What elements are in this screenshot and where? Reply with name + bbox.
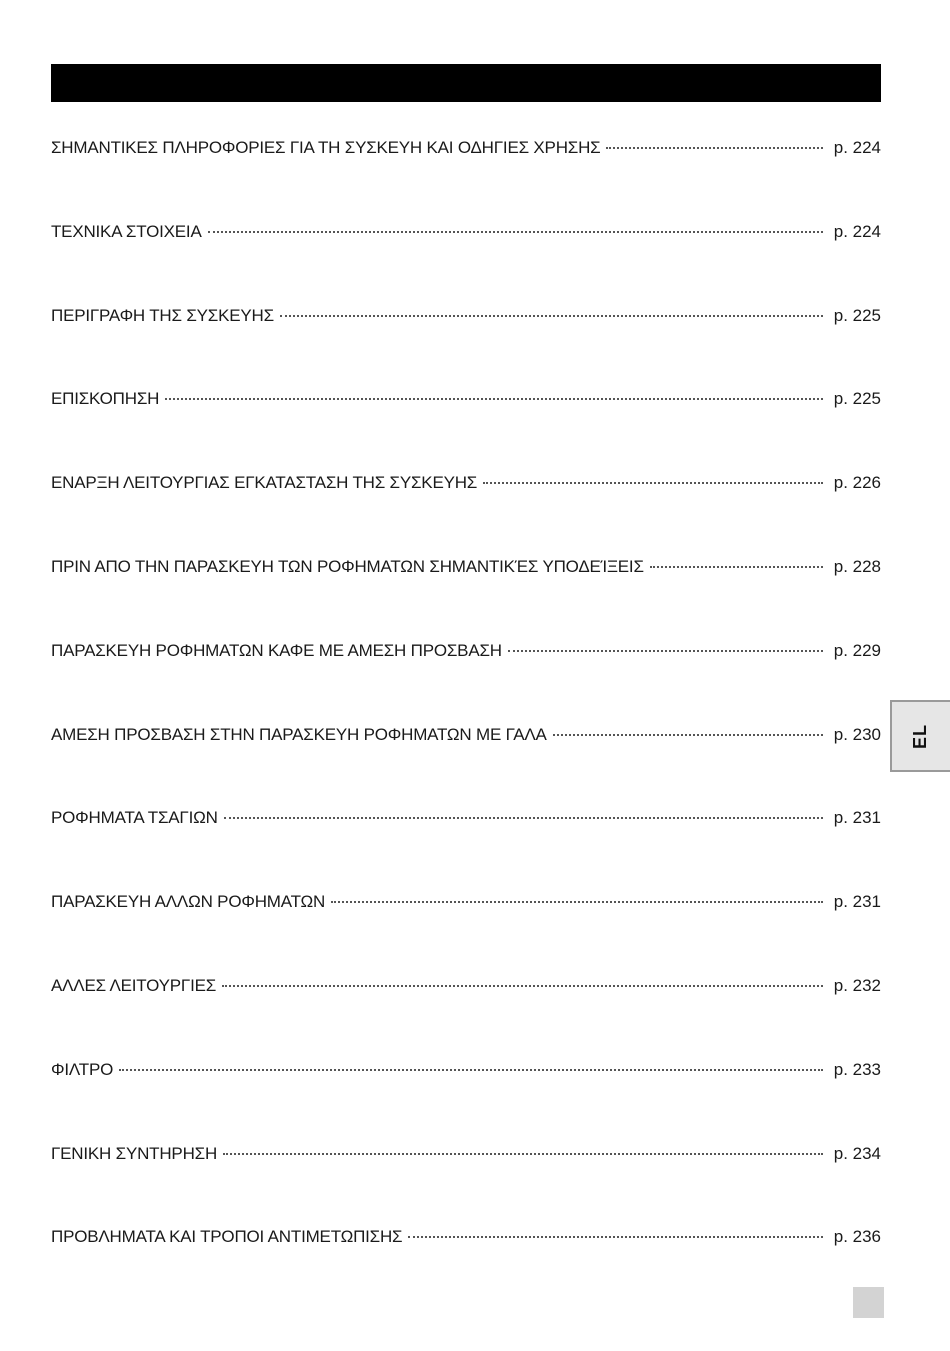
table-of-contents [51,131,881,1304]
language-tab-label: EL [910,723,931,749]
toc-entry-page: p. 232 [833,975,881,995]
toc-entry[interactable] [51,969,881,1053]
toc-entry-title: ΤΕΧΝΙΚΑ ΣΤΟΙΧΕΙΑ [51,221,202,241]
dot-leader [119,1069,823,1071]
toc-entry-page: p. 230 [833,724,881,744]
toc-entry[interactable] [51,382,881,466]
dot-leader [224,817,823,819]
toc-entry[interactable] [51,1137,881,1221]
toc-entry-title: ΣΗΜΑΝΤΙΚΕΣ ΠΛΗΡΟΦΟΡΙΕΣ ΓΙΑ ΤΗ ΣΥΣΚΕΥΗ ΚΑΙ ΟΔΗΓΙΕΣ ΧΡΗΣΗΣ [51,138,601,157]
toc-entry[interactable] [51,1053,881,1137]
dot-leader [165,398,823,400]
dot-leader [208,231,823,233]
toc-entry-title: ΠΑΡΑΣΚΕΥΗ ΡΟΦΗΜΑΤΩΝ ΚΑΦΕ ΜΕ ΑΜΕΣΗ ΠΡΟΣΒΑΣΗ [51,640,502,660]
toc-entry-page: p. 231 [833,808,881,828]
toc-entry-page: p. 228 [833,556,881,576]
toc-entry-page: p. 236 [833,1227,881,1247]
toc-entry-title: ΦΙΛΤΡΟ [51,1059,114,1079]
toc-entry-title: ΠΕΡΙΓΡΑΦΗ ΤΗΣ ΣΥΣΚΕΥΗΣ [51,305,274,325]
toc-entry-page: p. 224 [833,221,881,241]
dot-leader [223,1153,823,1155]
toc-entry-title: ΓΕΝΙΚΗ ΣΥΝΤΗΡΗΣΗ [51,1143,218,1163]
toc-entry[interactable] [51,299,881,383]
dot-leader [408,1236,823,1238]
toc-entry-title: ΠΡΟΒΛΗΜΑΤΑ ΚΑΙ ΤΡΟΠΟΙ ΑΝΤΙΜΕΤΩΠΙΣΗΣ [51,1227,403,1247]
toc-entry-title: ΑΛΛΕΣ ΛΕΙΤΟΥΡΓΙΕΣ [51,975,217,995]
toc-entry-title: ΕΠΙΣΚΟΠΗΣΗ [51,389,160,409]
toc-entry-page: p. 226 [833,473,881,493]
toc-entry[interactable] [51,801,881,885]
dot-leader [222,985,823,987]
dot-leader [331,901,823,903]
toc-entry[interactable] [51,215,881,299]
toc-entry[interactable] [51,634,881,718]
toc-entry[interactable] [51,131,881,215]
toc-entry[interactable] [51,466,881,550]
page-corner-marker [853,1287,884,1318]
toc-entry[interactable] [51,550,881,634]
toc-entry-page: p. 229 [833,640,881,660]
dot-leader [553,734,823,736]
toc-entry-page: p. 225 [833,305,881,325]
toc-entry-page: p. 224 [833,138,881,157]
dot-leader [650,566,823,568]
toc-entry-page: p. 225 [833,389,881,409]
toc-entry-page: p. 234 [833,1143,881,1163]
toc-entry[interactable] [51,718,881,802]
toc-entry-title: ΠΑΡΑΣΚΕΥΗ ΑΛΛΩΝ ΡΟΦΗΜΑΤΩΝ [51,892,326,912]
toc-entry[interactable] [51,885,881,969]
toc-entry-title: ΠΡΙΝ ΑΠΟ ΤΗΝ ΠΑΡΑΣΚΕΥΗ ΤΩΝ ΡΟΦΗΜΑΤΩΝ ΣΗΜΑΝΤΙΚΈΣ ΥΠΟΔΕΊΞΕΙΣ [51,556,644,576]
dot-leader [606,147,823,149]
dot-leader [483,482,823,484]
dot-leader [508,650,823,652]
toc-entry-page: p. 231 [833,892,881,912]
dot-leader [280,315,823,317]
toc-entry-page: p. 233 [833,1059,881,1079]
header-bar [51,64,881,102]
toc-entry-title: ΕΝΑΡΞΗ ΛΕΙΤΟΥΡΓΙΑΣ ΕΓΚΑΤΑΣΤΑΣΗ ΤΗΣ ΣΥΣΚΕΥΗΣ [51,473,478,493]
toc-entry[interactable] [51,1220,881,1304]
toc-entry-title: ΡΟΦΗΜΑΤΑ ΤΣΑΓΙΩΝ [51,808,218,828]
language-tab [890,700,950,772]
toc-entry-title: ΑΜΕΣΗ ΠΡΟΣΒΑΣΗ ΣΤΗΝ ΠΑΡΑΣΚΕΥΗ ΡΟΦΗΜΑΤΩΝ ΜΕ ΓΑΛΑ [51,724,547,744]
